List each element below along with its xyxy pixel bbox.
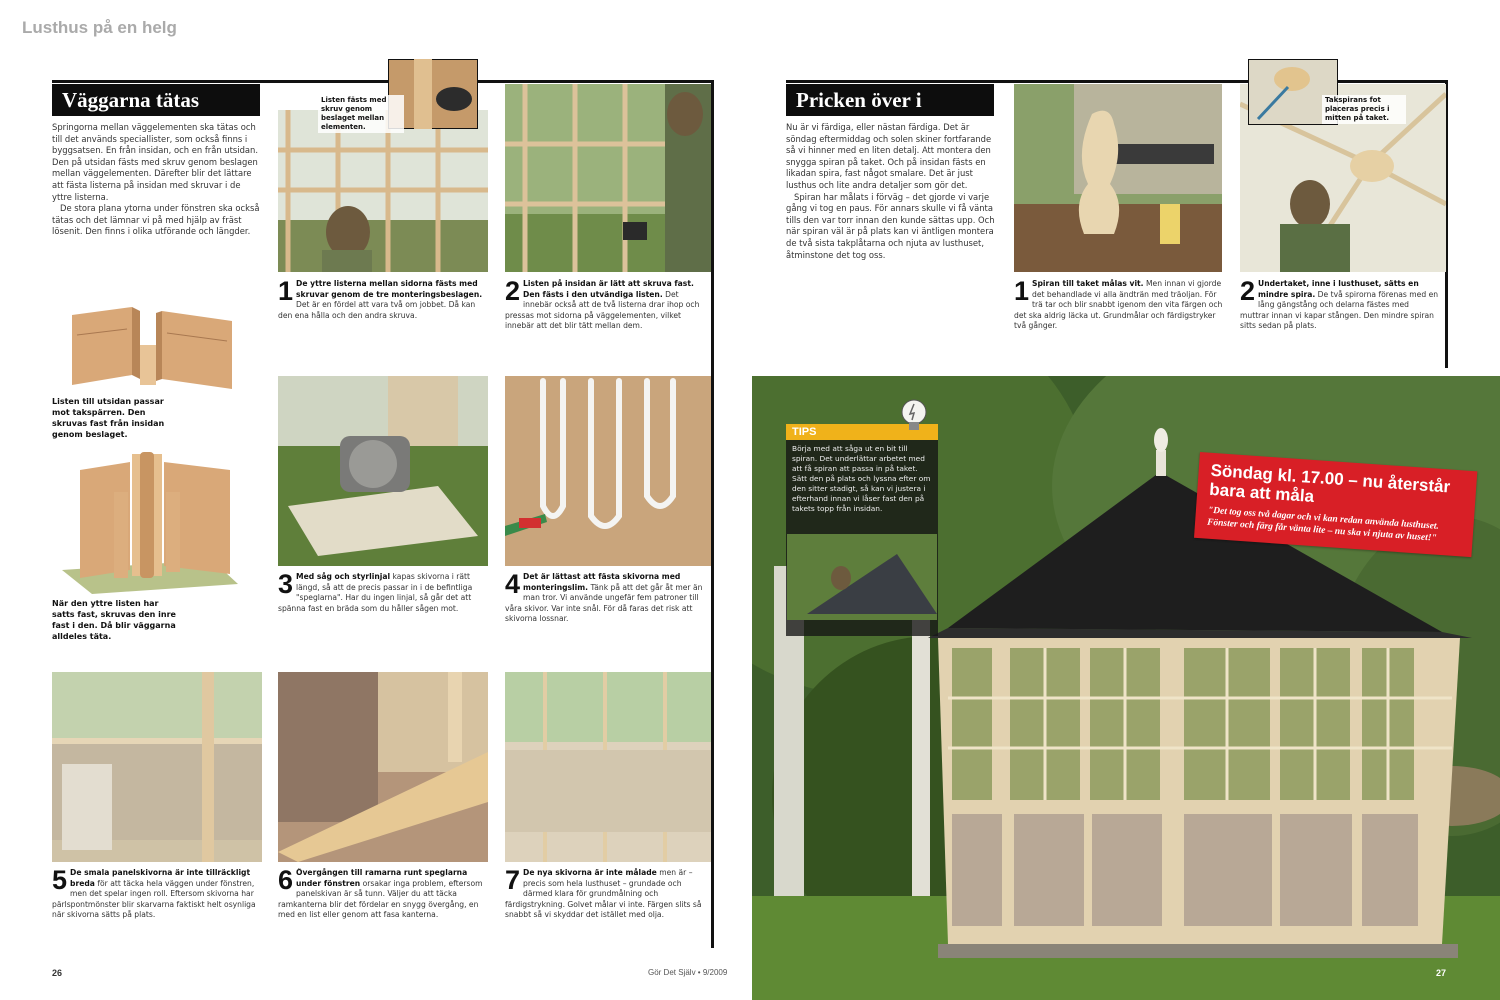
step4-lead: Det är lättast att fästa skivorna med monteringslim. <box>523 572 681 592</box>
tips-photo <box>787 534 937 620</box>
seam-strip-illustration-bottom <box>52 452 242 594</box>
step7-number: 7 <box>505 868 521 895</box>
right-step2-number: 2 <box>1240 279 1256 306</box>
right-top-rule <box>786 80 1448 83</box>
step3-number: 3 <box>278 572 294 599</box>
left-top-rule <box>52 80 714 83</box>
left-page-number: 26 <box>52 968 63 978</box>
right-section-title: Pricken över i <box>786 84 994 116</box>
step1-lead: De yttre listerna mellan sidorna fästs med skruvar genom de tre monteringsbeslagen. <box>296 279 483 299</box>
step6-caption <box>278 868 490 948</box>
step2-photo <box>505 84 711 272</box>
right-step2-lead: Undertaket, inne i lusthuset, sätts en mindre spira. <box>1258 279 1419 299</box>
step1-number: 1 <box>278 279 294 306</box>
step2-lead: Listen på insidan är lätt att skruva fast. Den fästs i den utvändiga listen. <box>523 279 694 299</box>
step4-number: 4 <box>505 572 521 599</box>
right-intro-p1: Nu är vi färdiga, eller nästan färdiga. Det är söndag eftermiddag och solen skiner fortfarande så vi hinner med en liten detalj. Att montera den snygga spiran på taket. Och på insidan fästs en likadan spira, fast något smalare. Det är just lusthus och lite andra detaljer som gör det. <box>786 122 992 190</box>
right-inset-label: Takspirans fot placeras precis i mitten på taket. <box>1322 95 1406 124</box>
left-section-title: Väggarna tätas <box>52 84 260 116</box>
left-intro-p2: De stora plana ytorna under fönstren ska också tätas och det lämnar vi på med hjälp av fräst lösenit. Den finns i olika utförande och längder. <box>52 203 260 237</box>
step4-photo <box>505 376 711 566</box>
step7-lead: De nya skivorna är inte målade <box>523 868 657 877</box>
magazine-footer: Gör Det Själv • 9/2009 <box>648 968 728 977</box>
step4-caption <box>505 572 710 652</box>
sunday-banner-quote: "Det tog oss två dagar och vi kan redan använda lusthuset. Fönster och färg får vänta lite – nu ska vi njuta av huset!" <box>1206 505 1440 544</box>
step3-text: kapas skivorna i rätt längd, så att de precis passar in i de befintliga "speglarna". Har du ingen linjal, så går det att spänna fast en bräda som du håller sågen mot. <box>278 572 473 613</box>
step5-lead: De smala panelskivorna är inte tillräckligt breda <box>70 868 251 888</box>
step2-caption <box>505 279 710 359</box>
step7-photo <box>505 672 711 862</box>
step4-text: Tänk på att det går åt mer än man tror. Vi använde ungefär fem patroner till våra skivor. Var inte snål. För då faras det risk att skivorna lossnar. <box>505 582 703 624</box>
lightbulb-icon <box>900 398 928 432</box>
step1-inset-label: Listen fästs med skruv genom beslaget mellan elementen. <box>318 95 404 133</box>
left-intro-p1: Springorna mellan väggelementen ska tätas och till det används speciallister, som också finns i byggsatsen. En från insidan, och en från utsidan. Den på utsidan fästs med skruv genom beslagen mellan väggelementen. Därefter blir det lättare att fästa listerna på insidan med skruvar i de yttre listerna. <box>52 122 259 202</box>
right-step1-photo <box>1014 84 1222 272</box>
step3-lead: Med såg och styrlinjal <box>296 572 391 581</box>
step5-photo <box>52 672 262 862</box>
step6-number: 6 <box>278 868 294 895</box>
step6-lead: Övergången till ramarna runt speglarna under fönstren <box>296 868 468 888</box>
step7-text: men är – precis som hela lusthuset – grundade och därmed klara för grundmålning och färdigstrykning. Golvet målar vi inte. Färgen slits så snabbt så vi skyddar det istället med olja. <box>505 868 702 920</box>
right-intro <box>786 122 996 322</box>
left-right-rule <box>711 80 714 948</box>
tips-box <box>786 424 938 636</box>
sunday-banner-heading: Söndag kl. 17.00 – nu återstår bara att måla <box>1208 460 1451 507</box>
seam-strip-illustration-top <box>52 305 242 395</box>
right-step1-caption <box>1014 279 1224 361</box>
step3-photo <box>278 376 488 566</box>
right-step1-text: Men innan vi gjorde det behandlade vi alla ändträn med träoljan. För trä tar och blir snabbt igenom den vita färgen och det ska aldrig läcka ut. Grundmålar och färdigstryker två gånger. <box>1014 279 1223 331</box>
step3-caption <box>278 572 490 652</box>
left-note-2: När den yttre listen har satts fast, skruvas den inre fast i den. Då blir väggarna alldeles täta. <box>52 599 176 641</box>
running-head: Lusthus på en helg <box>22 18 177 37</box>
right-step2-text: De två spirorna förenas med en lång gängstång och delarna fästes med muttrar innan vi kapar stången. Den mindre spiran sitts sedan på plats. <box>1240 289 1439 331</box>
right-page-number: 27 <box>1436 968 1447 978</box>
tips-label: TIPS <box>786 424 938 440</box>
step1-caption <box>278 279 490 345</box>
step5-text: för att täcka hela väggen under fönstren, men det spelar ingen roll. Eftersom skivorna har pärlspontmönster blir skarvarna faktiskt helt osynliga när skivorna sätts på plats. <box>52 878 256 920</box>
step5-caption <box>52 868 264 948</box>
left-note-1: Listen till utsidan passar mot takspärren. Den skruvas fast från insidan genom beslaget. <box>52 397 165 439</box>
step2-text: Det innebär också att de två listerna drar ihop och pressas mot sidorna på väggelementen, vilket innebär att det blir tätt mellan dem. <box>505 289 700 331</box>
step5-number: 5 <box>52 868 68 895</box>
right-step1-number: 1 <box>1014 279 1030 306</box>
left-intro <box>52 122 262 298</box>
step6-photo <box>278 672 488 862</box>
right-intro-p2: Spiran har målats i förväg – det gjorde vi varje gång vi tog en paus. För annars skulle vi få vänta tills den var torr innan den kunde sättas upp. Och när spiran väl är på plats kan vi äntligen montera de två sista takplåtarna och njuta av lusthuset, åtminstone det tog oss. <box>786 191 995 260</box>
right-step2-caption <box>1240 279 1440 361</box>
step1-photo <box>278 110 488 272</box>
step1-text: Det är en fördel att vara två om jobbet. Då kan den ena hålla och den andra skruva. <box>278 300 476 320</box>
step2-number: 2 <box>505 279 521 306</box>
step7-caption <box>505 868 710 948</box>
right-step1-lead: Spiran till taket målas vit. <box>1032 279 1144 288</box>
tips-text: Börja med att såga ut en bit till spiran. Det underlättar arbetet med att få spiran att passa in på taket. Sätt den på plats och lyssna efter om den sitter stadigt, så kan vi justera i efterhand innan vi låser fast den på takets topp från insidan. <box>792 444 931 513</box>
step6-text: orsakar inga problem, eftersom panelskivan är så tunn. Väljer du att täcka ramkanterna blir det fördelar en snygg övergång, en med en list eller genom att fasa kanterna. <box>278 878 483 920</box>
